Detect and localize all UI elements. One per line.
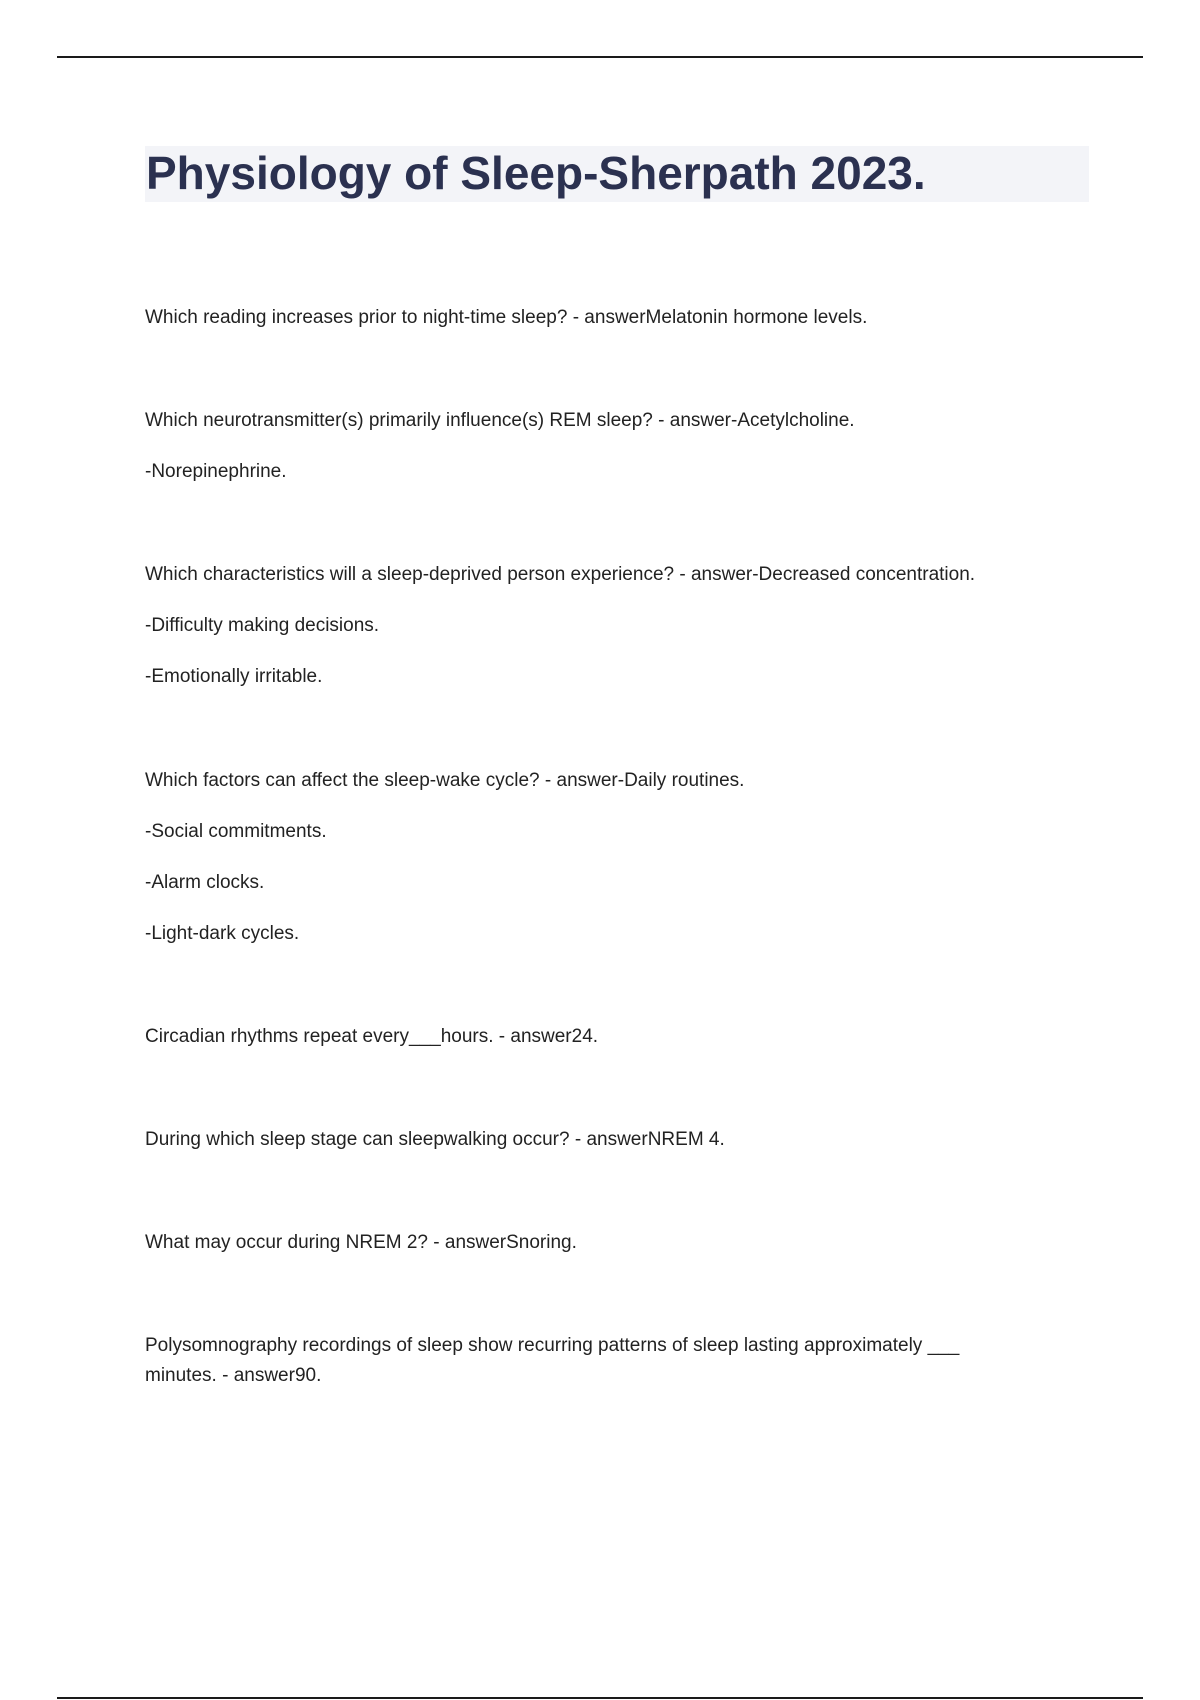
qa-line: -Emotionally irritable. xyxy=(145,666,323,687)
qa-line: Which characteristics will a sleep-deprived person experience? - answer-Decreased concentration. xyxy=(145,564,976,585)
qa-item-sleep-deprived xyxy=(145,560,1045,692)
qa-item-sleepwalking xyxy=(145,1125,1045,1155)
qa-line: -Difficulty making decisions. xyxy=(145,615,380,636)
qa-line: -Norepinephrine. xyxy=(145,461,287,482)
qa-line: -Alarm clocks. xyxy=(145,872,265,893)
qa-line: Which neurotransmitter(s) primarily influence(s) REM sleep? - answer-Acetylcholine. xyxy=(145,410,855,431)
qa-line: -Social commitments. xyxy=(145,821,327,842)
page-title: Physiology of Sleep-Sherpath 2023. xyxy=(146,147,926,199)
qa-line: Circadian rhythms repeat every___hours. - answer24. xyxy=(145,1026,599,1047)
top-rule xyxy=(57,56,1143,58)
qa-line: What may occur during NREM 2? - answerSnoring. xyxy=(145,1232,577,1253)
qa-line: During which sleep stage can sleepwalking occur? - answerNREM 4. xyxy=(145,1129,725,1150)
qa-line: -Light-dark cycles. xyxy=(145,923,300,944)
qa-item-circadian xyxy=(145,1022,1045,1052)
bottom-rule xyxy=(57,1697,1143,1699)
qa-line: minutes. - answer90. xyxy=(145,1365,322,1386)
qa-item-sleep-wake-factors xyxy=(145,766,1045,949)
qa-line: Which reading increases prior to night-time sleep? - answerMelatonin hormone levels. xyxy=(145,307,868,328)
qa-item-polysomnography xyxy=(145,1331,1045,1391)
qa-item-neurotransmitters xyxy=(145,406,1045,487)
qa-line: Which factors can affect the sleep-wake cycle? - answer-Daily routines. xyxy=(145,770,745,791)
qa-item-nrem2 xyxy=(145,1228,1045,1258)
qa-item-melatonin xyxy=(145,303,1045,333)
qa-line: Polysomnography recordings of sleep show recurring patterns of sleep lasting approximately ___ xyxy=(145,1335,960,1356)
